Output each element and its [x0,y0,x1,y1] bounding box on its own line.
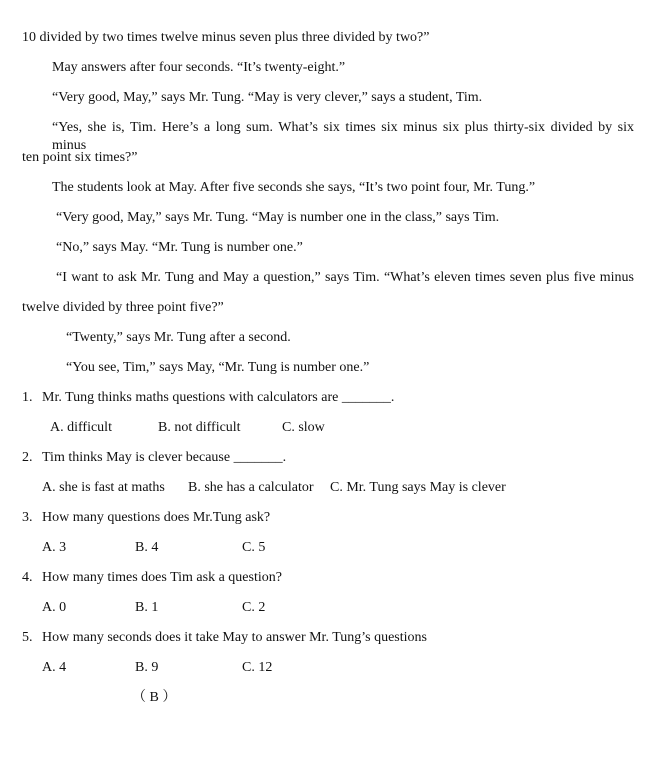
answer-mark: （ B ） [132,690,177,705]
story-paragraph-7: “No,” says May. “Mr. Tung is number one.” [56,240,303,255]
question-4-options [0,599,649,617]
question-text: Mr. Tung thinks maths questions with calculators are _______. [42,390,395,405]
question-5-options [0,659,649,677]
question-number: 3. [22,510,33,525]
question-text: How many times does Tim ask a question? [42,570,282,585]
story-paragraph-4-line-1: “Yes, she is, Tim. Here’s a long sum. What’s six times six minus six plus thirty-six divided by six minus [52,120,634,153]
question-2-options [0,479,649,497]
question-text: Tim thinks May is clever because _______. [42,450,287,465]
option-c: C. 5 [242,540,266,555]
option-b: B. 4 [135,540,159,555]
option-b: B. 9 [135,660,159,675]
question-1-options [0,419,649,437]
question-1 [22,389,394,407]
option-a: A. she is fast at maths [42,480,165,495]
option-b: B. 1 [135,600,159,615]
story-paragraph-4-line-2: ten point six times?” [22,150,138,165]
option-c: C. 12 [242,660,273,675]
question-4 [22,569,282,587]
option-a: A. difficult [50,420,112,435]
question-3 [22,509,270,527]
question-2 [22,449,286,467]
question-3-options [0,539,649,557]
question-text: How many questions does Mr.Tung ask? [42,510,271,525]
story-paragraph-2: May answers after four seconds. “It’s twenty-eight.” [52,60,346,75]
question-number: 1. [22,390,33,405]
question-number: 4. [22,570,33,585]
story-paragraph-3: “Very good, May,” says Mr. Tung. “May is very clever,” says a student, Tim. [52,90,483,105]
option-a: A. 4 [42,660,67,675]
question-5 [22,629,427,647]
option-b: B. not difficult [158,420,241,435]
option-a: A. 3 [42,540,67,555]
story-paragraph-9: “Twenty,” says Mr. Tung after a second. [66,330,291,345]
story-paragraph-10: “You see, Tim,” says May, “Mr. Tung is number one.” [66,360,370,375]
option-c: C. slow [282,420,325,435]
story-line-1: 10 divided by two times twelve minus seven plus three divided by two?” [22,30,430,45]
story-paragraph-6: “Very good, May,” says Mr. Tung. “May is number one in the class,” says Tim. [56,210,500,225]
option-b: B. she has a calculator [188,480,314,495]
question-number: 2. [22,450,33,465]
option-c: C. 2 [242,600,266,615]
story-paragraph-8-line-2: twelve divided by three point five?” [22,300,224,315]
question-text: How many seconds does it take May to answer Mr. Tung’s questions [42,630,427,645]
story-paragraph-5: The students look at May. After five seconds she says, “It’s two point four, Mr. Tung.” [52,180,536,195]
option-a: A. 0 [42,600,67,615]
story-paragraph-8-line-1: “I want to ask Mr. Tung and May a question,” says Tim. “What’s eleven times seven plus five minus [56,270,634,285]
option-c: C. Mr. Tung says May is clever [330,480,506,495]
question-number: 5. [22,630,33,645]
